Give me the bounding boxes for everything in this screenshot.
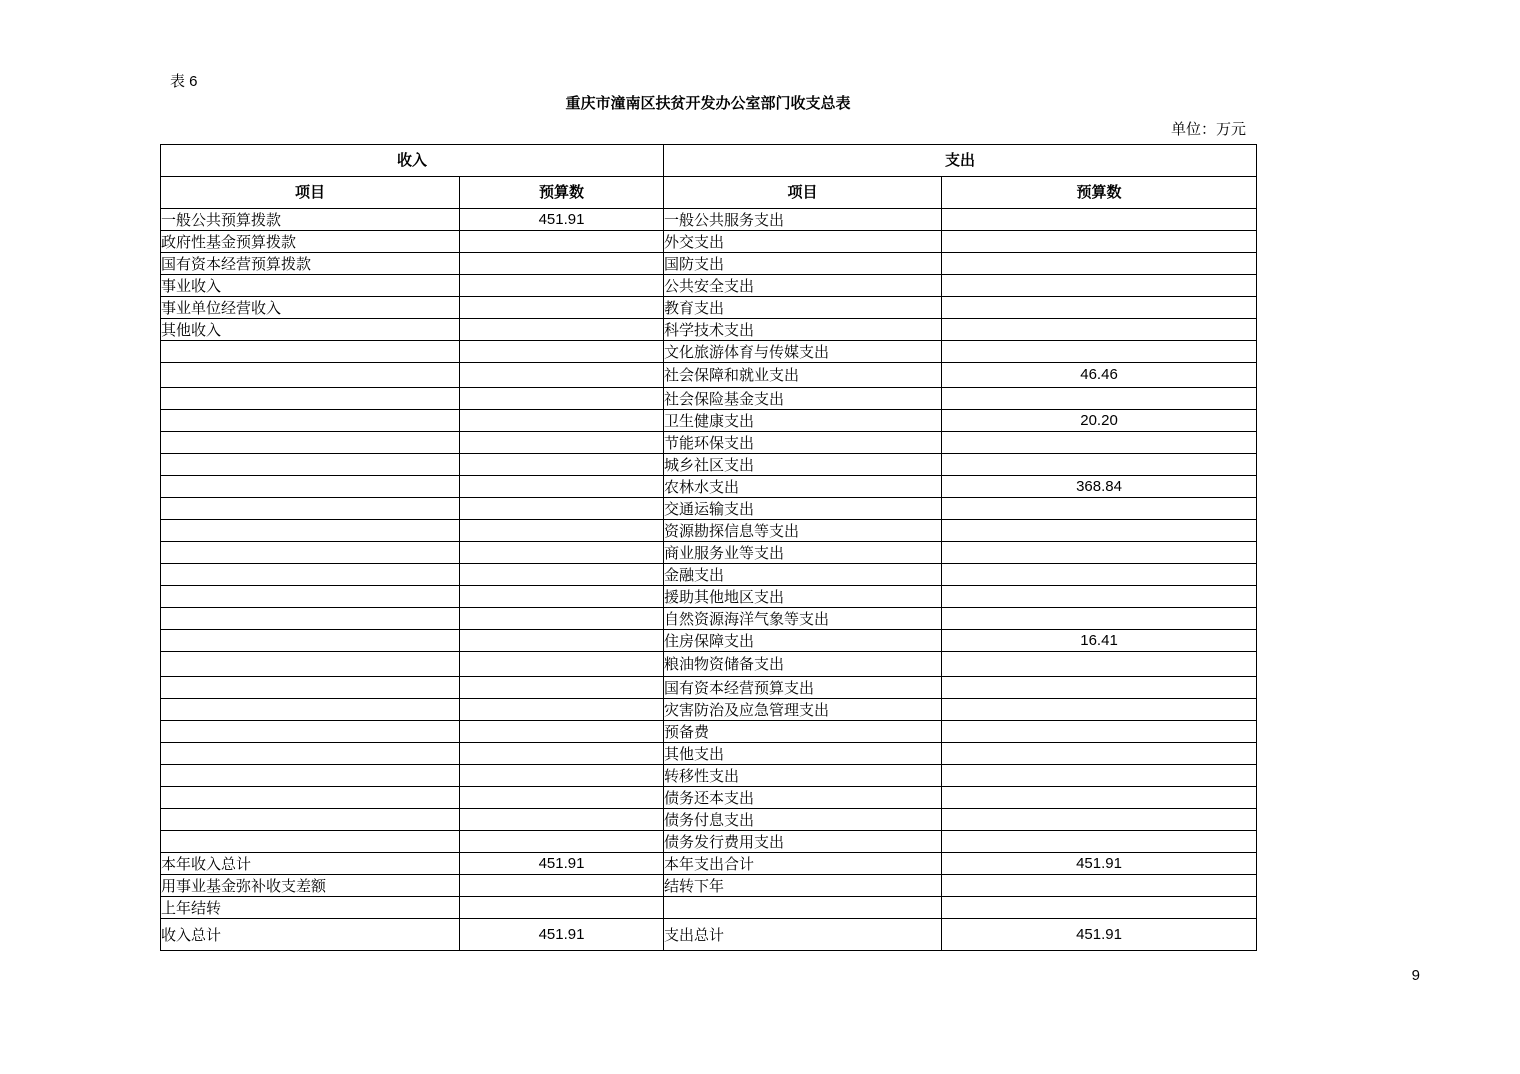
expense-value bbox=[942, 319, 1257, 341]
income-item bbox=[161, 542, 460, 564]
income-item bbox=[161, 564, 460, 586]
table-row bbox=[161, 319, 1257, 341]
expense-value: 20.20 bbox=[942, 410, 1257, 432]
expense-value: 46.46 bbox=[942, 363, 1257, 388]
income-value bbox=[460, 454, 664, 476]
income-item-header: 项目 bbox=[161, 177, 460, 209]
income-item bbox=[161, 476, 460, 498]
total-expense-value: 451.91 bbox=[942, 919, 1257, 951]
income-value bbox=[460, 231, 664, 253]
fund-value bbox=[460, 875, 664, 897]
budget-table bbox=[160, 144, 1257, 951]
table-row bbox=[161, 520, 1257, 542]
expense-value bbox=[942, 231, 1257, 253]
table-row bbox=[161, 388, 1257, 410]
table-row bbox=[161, 652, 1257, 677]
table-row bbox=[161, 363, 1257, 388]
income-item bbox=[161, 809, 460, 831]
income-item bbox=[161, 765, 460, 787]
expense-item: 科学技术支出 bbox=[664, 319, 942, 341]
income-item: 国有资本经营预算拨款 bbox=[161, 253, 460, 275]
income-value bbox=[460, 498, 664, 520]
income-value bbox=[460, 341, 664, 363]
income-item bbox=[161, 388, 460, 410]
group-header-row bbox=[161, 145, 1257, 177]
income-value bbox=[460, 388, 664, 410]
income-item bbox=[161, 498, 460, 520]
expense-item: 社会保险基金支出 bbox=[664, 388, 942, 410]
income-item bbox=[161, 363, 460, 388]
table-row bbox=[161, 699, 1257, 721]
expense-item: 公共安全支出 bbox=[664, 275, 942, 297]
expense-value: 16.41 bbox=[942, 630, 1257, 652]
expense-item: 粮油物资储备支出 bbox=[664, 652, 942, 677]
table-row bbox=[161, 743, 1257, 765]
table-row bbox=[161, 454, 1257, 476]
expense-item: 外交支出 bbox=[664, 231, 942, 253]
table-row bbox=[161, 231, 1257, 253]
income-item bbox=[161, 743, 460, 765]
expense-item: 资源勘探信息等支出 bbox=[664, 520, 942, 542]
expense-item-header: 项目 bbox=[664, 177, 942, 209]
expense-value bbox=[942, 809, 1257, 831]
table-row bbox=[161, 476, 1257, 498]
page-number: 9 bbox=[1411, 967, 1420, 984]
income-value bbox=[460, 253, 664, 275]
income-value bbox=[460, 476, 664, 498]
income-value bbox=[460, 432, 664, 454]
empty-cell bbox=[664, 897, 942, 919]
income-item bbox=[161, 454, 460, 476]
income-item: 事业收入 bbox=[161, 275, 460, 297]
expense-item: 社会保障和就业支出 bbox=[664, 363, 942, 388]
expense-value bbox=[942, 831, 1257, 853]
total-expense-label: 支出总计 bbox=[664, 919, 942, 951]
table-row bbox=[161, 721, 1257, 743]
expense-item: 节能环保支出 bbox=[664, 432, 942, 454]
income-item bbox=[161, 831, 460, 853]
expense-value bbox=[942, 743, 1257, 765]
table-row bbox=[161, 275, 1257, 297]
income-value bbox=[460, 520, 664, 542]
year-income-value: 451.91 bbox=[460, 853, 664, 875]
income-item: 政府性基金预算拨款 bbox=[161, 231, 460, 253]
expense-value bbox=[942, 498, 1257, 520]
income-item bbox=[161, 630, 460, 652]
expense-item: 援助其他地区支出 bbox=[664, 586, 942, 608]
expense-item: 卫生健康支出 bbox=[664, 410, 942, 432]
expense-header: 支出 bbox=[664, 145, 1257, 177]
income-item bbox=[161, 341, 460, 363]
carry-next-label: 结转下年 bbox=[664, 875, 942, 897]
expense-value bbox=[942, 209, 1257, 231]
expense-budget-header: 预算数 bbox=[942, 177, 1257, 209]
grand-total-row bbox=[161, 919, 1257, 951]
income-value bbox=[460, 699, 664, 721]
table-row bbox=[161, 787, 1257, 809]
table-row bbox=[161, 765, 1257, 787]
expense-value bbox=[942, 388, 1257, 410]
year-income-label: 本年收入总计 bbox=[161, 853, 460, 875]
table-row bbox=[161, 542, 1257, 564]
table-row bbox=[161, 630, 1257, 652]
income-value bbox=[460, 275, 664, 297]
income-value bbox=[460, 297, 664, 319]
page-title: 重庆市潼南区扶贫开发办公室部门收支总表 bbox=[565, 95, 851, 112]
table-row bbox=[161, 253, 1257, 275]
expense-item: 债务还本支出 bbox=[664, 787, 942, 809]
expense-item: 自然资源海洋气象等支出 bbox=[664, 608, 942, 630]
expense-value bbox=[942, 652, 1257, 677]
income-value bbox=[460, 410, 664, 432]
expense-item: 灾害防治及应急管理支出 bbox=[664, 699, 942, 721]
income-value bbox=[460, 363, 664, 388]
expense-item: 教育支出 bbox=[664, 297, 942, 319]
income-value bbox=[460, 564, 664, 586]
table-row bbox=[161, 498, 1257, 520]
income-value bbox=[460, 765, 664, 787]
income-item bbox=[161, 721, 460, 743]
income-item bbox=[161, 608, 460, 630]
expense-value bbox=[942, 564, 1257, 586]
carry-last-value bbox=[460, 897, 664, 919]
income-value bbox=[460, 319, 664, 341]
expense-value bbox=[942, 765, 1257, 787]
table-row bbox=[161, 809, 1257, 831]
income-header: 收入 bbox=[161, 145, 664, 177]
table-row bbox=[161, 341, 1257, 363]
expense-value bbox=[942, 297, 1257, 319]
income-value bbox=[460, 677, 664, 699]
income-value: 451.91 bbox=[460, 209, 664, 231]
table-label: 表 6 bbox=[170, 73, 198, 90]
expense-item: 金融支出 bbox=[664, 564, 942, 586]
income-value bbox=[460, 542, 664, 564]
expense-item: 国防支出 bbox=[664, 253, 942, 275]
year-expense-value: 451.91 bbox=[942, 853, 1257, 875]
year-total-row bbox=[161, 853, 1257, 875]
expense-value: 368.84 bbox=[942, 476, 1257, 498]
expense-item: 文化旅游体育与传媒支出 bbox=[664, 341, 942, 363]
unit-label: 单位：万元 bbox=[1170, 120, 1246, 138]
income-item: 其他收入 bbox=[161, 319, 460, 341]
expense-value bbox=[942, 520, 1257, 542]
table-row bbox=[161, 432, 1257, 454]
income-value bbox=[460, 652, 664, 677]
income-item bbox=[161, 586, 460, 608]
expense-value bbox=[942, 699, 1257, 721]
income-item: 事业单位经营收入 bbox=[161, 297, 460, 319]
expense-value bbox=[942, 542, 1257, 564]
expense-item: 交通运输支出 bbox=[664, 498, 942, 520]
income-value bbox=[460, 743, 664, 765]
expense-value bbox=[942, 677, 1257, 699]
carry-next-value bbox=[942, 875, 1257, 897]
total-income-value: 451.91 bbox=[460, 919, 664, 951]
expense-value bbox=[942, 341, 1257, 363]
expense-item: 国有资本经营预算支出 bbox=[664, 677, 942, 699]
expense-value bbox=[942, 275, 1257, 297]
fund-label: 用事业基金弥补收支差额 bbox=[161, 875, 460, 897]
expense-value bbox=[942, 608, 1257, 630]
table-row bbox=[161, 831, 1257, 853]
expense-item: 城乡社区支出 bbox=[664, 454, 942, 476]
income-value bbox=[460, 630, 664, 652]
table-body bbox=[161, 209, 1257, 853]
expense-item: 一般公共服务支出 bbox=[664, 209, 942, 231]
income-value bbox=[460, 831, 664, 853]
income-item bbox=[161, 432, 460, 454]
income-item: 一般公共预算拨款 bbox=[161, 209, 460, 231]
income-item bbox=[161, 699, 460, 721]
income-item bbox=[161, 652, 460, 677]
table-row bbox=[161, 586, 1257, 608]
expense-value bbox=[942, 721, 1257, 743]
fund-row bbox=[161, 875, 1257, 897]
expense-value bbox=[942, 787, 1257, 809]
table-row bbox=[161, 410, 1257, 432]
income-item bbox=[161, 410, 460, 432]
expense-item: 转移性支出 bbox=[664, 765, 942, 787]
year-expense-label: 本年支出合计 bbox=[664, 853, 942, 875]
table-row bbox=[161, 608, 1257, 630]
expense-item: 债务付息支出 bbox=[664, 809, 942, 831]
table-row bbox=[161, 297, 1257, 319]
expense-item: 债务发行费用支出 bbox=[664, 831, 942, 853]
expense-item: 其他支出 bbox=[664, 743, 942, 765]
empty-cell bbox=[942, 897, 1257, 919]
expense-item: 农林水支出 bbox=[664, 476, 942, 498]
table-row bbox=[161, 677, 1257, 699]
table-row bbox=[161, 564, 1257, 586]
income-value bbox=[460, 809, 664, 831]
expense-value bbox=[942, 586, 1257, 608]
carry-last-label: 上年结转 bbox=[161, 897, 460, 919]
income-budget-header: 预算数 bbox=[460, 177, 664, 209]
expense-item: 预备费 bbox=[664, 721, 942, 743]
column-header-row bbox=[161, 177, 1257, 209]
income-value bbox=[460, 787, 664, 809]
expense-item: 商业服务业等支出 bbox=[664, 542, 942, 564]
carry-last-row bbox=[161, 897, 1257, 919]
income-value bbox=[460, 586, 664, 608]
summary-body bbox=[161, 853, 1257, 951]
income-value bbox=[460, 721, 664, 743]
table-row bbox=[161, 209, 1257, 231]
total-income-label: 收入总计 bbox=[161, 919, 460, 951]
expense-item: 住房保障支出 bbox=[664, 630, 942, 652]
expense-value bbox=[942, 432, 1257, 454]
income-item bbox=[161, 787, 460, 809]
income-value bbox=[460, 608, 664, 630]
expense-value bbox=[942, 454, 1257, 476]
expense-value bbox=[942, 253, 1257, 275]
income-item bbox=[161, 520, 460, 542]
income-item bbox=[161, 677, 460, 699]
